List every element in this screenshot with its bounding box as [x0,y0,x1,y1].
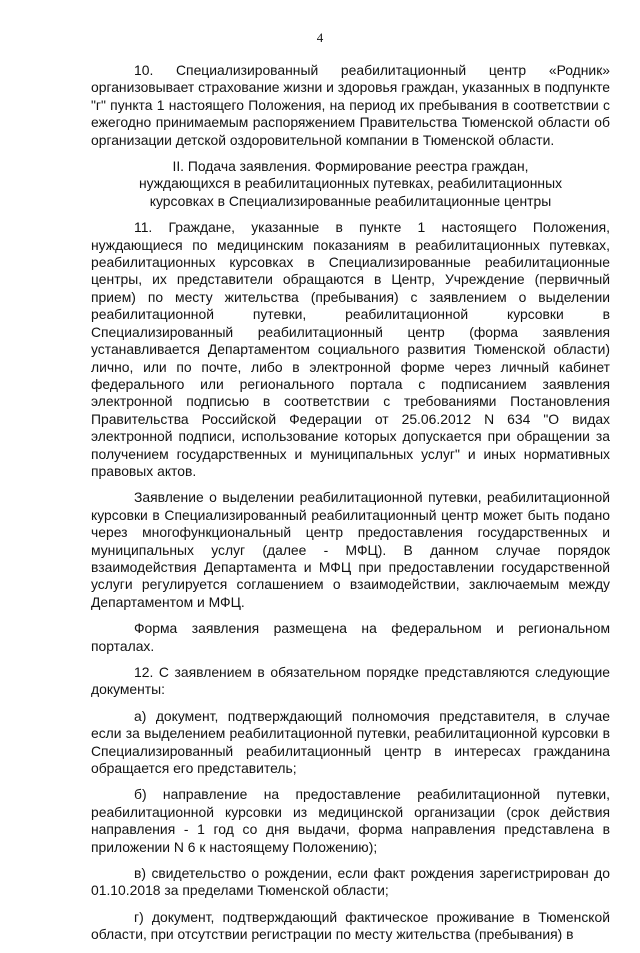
paragraph-11: 11. Граждане, указанные в пункте 1 настоящего Положения, нуждающиеся по медицинским показаниям в реабилитационных путевках, реабилитационных курсовках в Специализированные реабилитационные центры, их представители обращаются в Центр, Учреждение (первичный прием) по месту жительства (пребывания) с заявлением о выделении реабилитационной путевки, реабилитационной курсовки в Специализированный реабилитационный центр (форма заявления устанавливается Департаментом социального развития Тюменской области) лично, или по почте, либо в электронной форме через личный кабинет федерального или регионального портала с подписанием заявления электронной подписью в соответствии с требованиями Постановления Правительства Российской Федерации от 25.06.2012 N 634 "О видах электронной подписи, использование которых допускается при обращении за получением государственных и муниципальных услуг" и иных нормативных правовых актов. [91,219,610,479]
paragraph-11-mfc: Заявление о выделении реабилитационной путевки, реабилитационной курсовки в Специализированный реабилитационный центр может быть подано через многофункциональный центр предоставления государственных и муниципальных услуг (далее - МФЦ). В данном случае порядок взаимодействия Департамента и МФЦ при предоставлении государственной услуги регулируется соглашением о взаимодействии, заключаемым между Департаментом и МФЦ. [91,489,610,610]
page-number: 4 [316,30,324,45]
paragraph-12-b: б) направление на предоставление реабилитационной путевки, реабилитационной курсовки из медицинской организации (срок действия направления - 1 год со дня выдачи, форма направления представлена в приложении N 6 к настоящему Положению); [91,786,610,855]
section-heading: II. Подача заявления. Формирование реестра граждан, нуждающихся в реабилитационных путевках, реабилитационных курсовках в Специализированные реабилитационные центры [138,158,563,209]
paragraph-12: 12. С заявлением в обязательном порядке представляются следующие документы: [91,664,610,698]
paragraph-12-a: а) документ, подтверждающий полномочия представителя, в случае если за выделением реабилитационной путевки, реабилитационной курсовки в Специализированный реабилитационный центр в интересах гражданина обращается его представитель; [91,707,610,777]
document-body [91,62,610,953]
paragraph-12-g: г) документ, подтверждающий фактическое проживание в Тюменской области, при отсутствии регистрации по месту жительства (пребывания) в [91,908,610,943]
paragraph-10: 10. Специализированный реабилитационный центр «Родник» организовывает страхование жизни и здоровья граждан, указанных в подпункте "г" пункта 1 настоящего Положения, на период их пребывания в соответствии с ежегодно принимаемым распоряжением Правительства Тюменской области об организации детской оздоровительной компании в Тюменской области. [91,62,610,148]
paragraph-12-v: в) свидетельство о рождении, если факт рождения зарегистрирован до 01.10.2018 за пределами Тюменской области; [91,865,610,899]
paragraph-11-form: Форма заявления размещена на федеральном и региональном порталах. [91,620,610,654]
